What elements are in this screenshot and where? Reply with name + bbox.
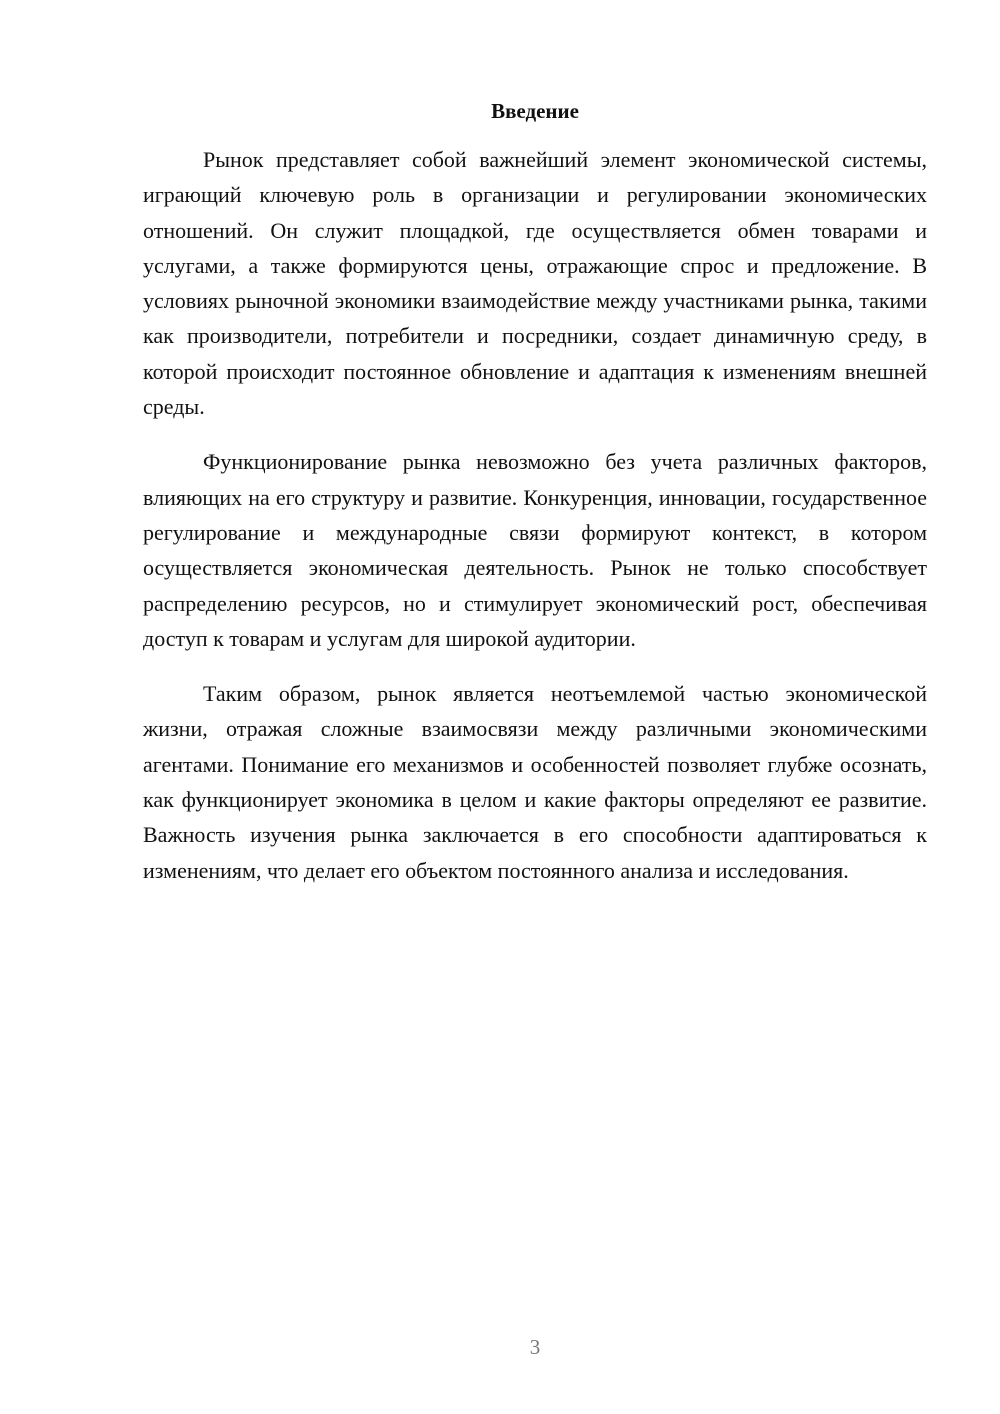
- paragraph-3: Таким образом, рынок является неотъемлемой частью экономической жизни, отражая сложные взаимосвязи между различными экономическими агентами. Понимание его механизмов и особенностей позволяет глубже осознать, как функционирует экономика в целом и какие факторы определяют ее развитие. Важность изучения рынка заключается в его способности адаптироваться к изменениям, что делает его объектом постоянного анализа и исследования.: [143, 681, 927, 883]
- body-text: [143, 142, 927, 908]
- page-number: 3: [529, 1335, 541, 1359]
- paragraph-1: Рынок представляет собой важнейший элемент экономической системы, играющий ключевую роль в организации и регулировании экономических отношений. Он служит площадкой, где осуществляется обмен товарами и услугами, а также формируются цены, отражающие спрос и предложение. В условиях рыночной экономики взаимодействие между участниками рынка, такими как производители, потребители и посредники, создает динамичную среду, в которой происходит постоянное обновление и адаптация к изменениям внешней среды.: [143, 147, 927, 420]
- paragraph-2: Функционирование рынка невозможно без учета различных факторов, влияющих на его структуру и развитие. Конкуренция, инновации, государственное регулирование и международные связи формируют контекст, в котором осуществляется экономическая деятельность. Рынок не только способствует распределению ресурсов, но и стимулирует экономический рост, обеспечивая доступ к товарам и услугам для широкой аудитории.: [143, 449, 927, 651]
- page-title: Введение: [491, 99, 579, 123]
